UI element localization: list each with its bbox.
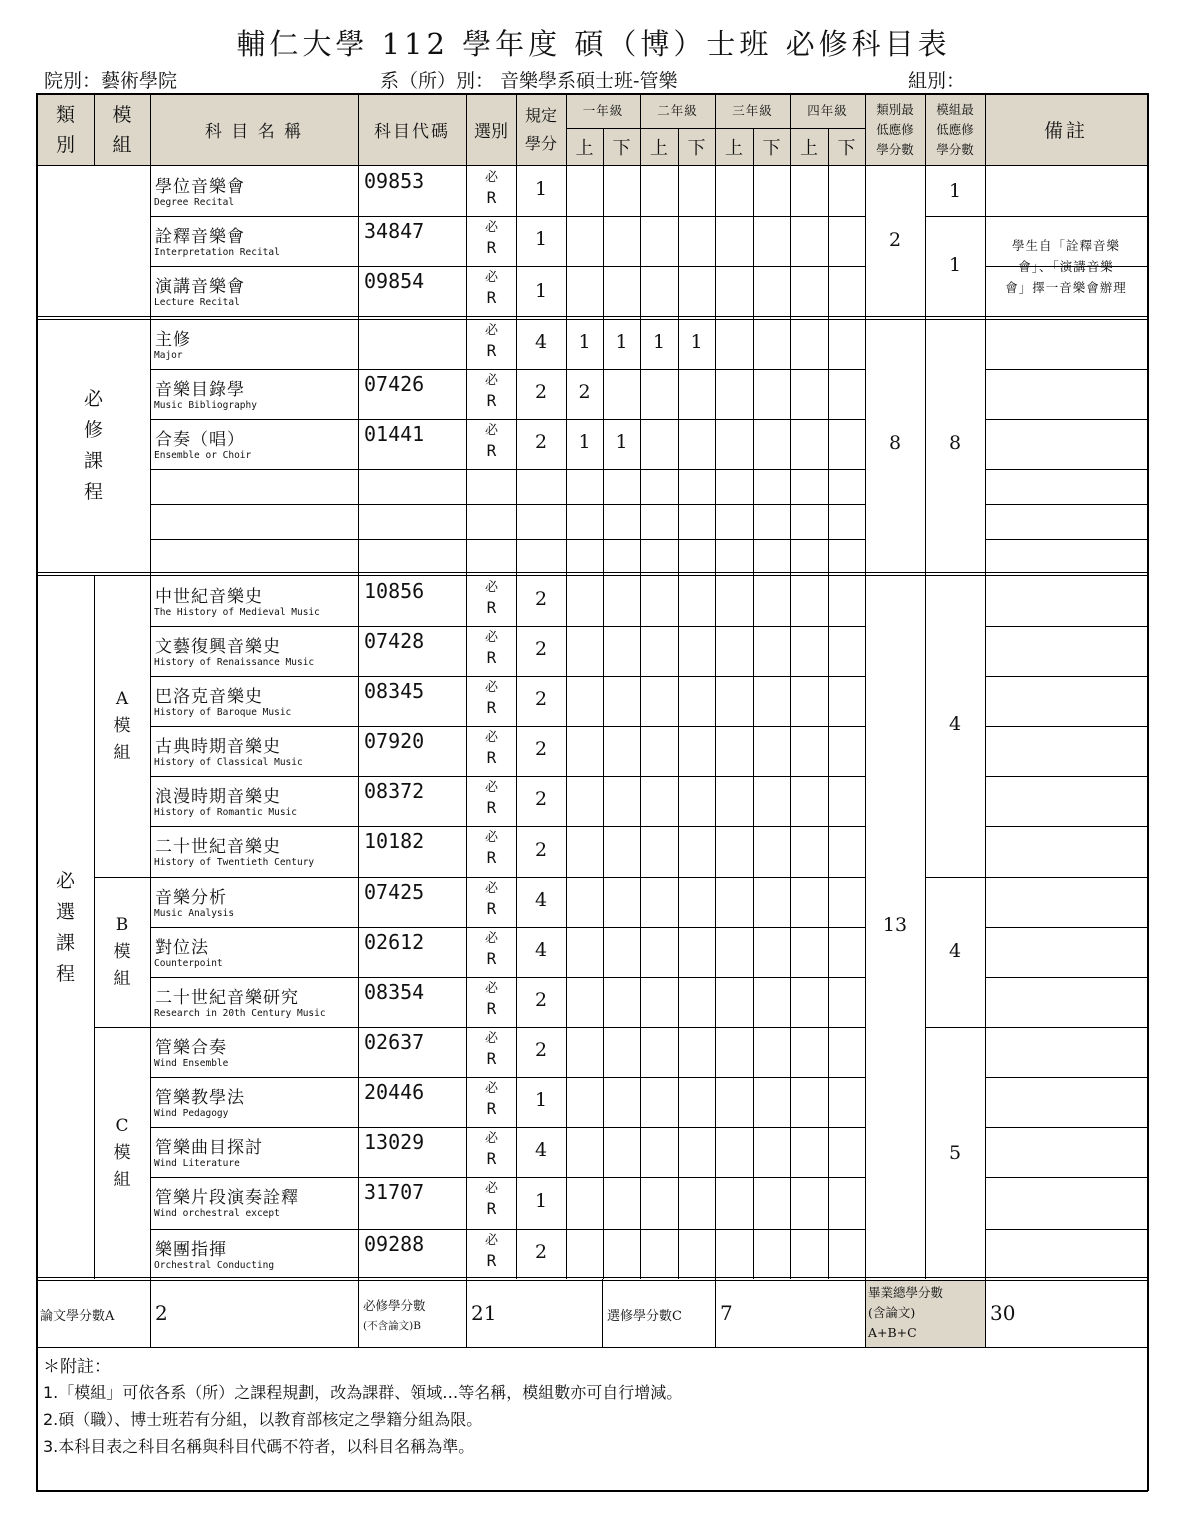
course-name-zh: 對位法 xyxy=(155,938,209,958)
course-name-en: Wind Literature xyxy=(154,1158,240,1169)
course-selection: 必 R xyxy=(484,730,498,767)
grid-hline xyxy=(150,419,865,420)
course-name-zh: 中世紀音樂史 xyxy=(155,587,263,607)
course-name-en: Wind Pedagogy xyxy=(154,1108,229,1119)
course-selection: 必 R xyxy=(484,1081,498,1118)
course-semester-credit: 2 xyxy=(578,381,591,403)
grid-hline xyxy=(985,626,1147,627)
header-semester-upper: 上 xyxy=(575,138,594,159)
course-credits: 1 xyxy=(534,228,548,250)
course-code: 07425 xyxy=(364,880,425,904)
course-name-en: Ensemble or Choir xyxy=(154,450,252,461)
course-name-en: Orchestral Conducting xyxy=(154,1260,275,1271)
course-credits: 2 xyxy=(534,431,548,453)
course-selection: 必 R xyxy=(484,1131,498,1168)
grid-vline xyxy=(640,93,641,1279)
grid-hline xyxy=(36,1277,1148,1281)
course-code: 02637 xyxy=(364,1030,425,1054)
header-semester-lower: 下 xyxy=(762,138,781,159)
header-semester-upper: 上 xyxy=(650,138,668,159)
grid-hline xyxy=(985,369,1147,370)
grid-hline xyxy=(925,1027,985,1028)
grid-vline xyxy=(358,1279,359,1347)
elective-credits-label: 選修學分數C xyxy=(607,1309,682,1324)
course-credits: 2 xyxy=(534,381,548,403)
grid-vline xyxy=(602,1279,603,1347)
course-name-zh: 詮釋音樂會 xyxy=(155,227,245,247)
course-name-zh: 合奏（唱） xyxy=(155,430,245,450)
grid-hline xyxy=(985,726,1147,727)
total-credits-label: 畢業總學分數 (含論文) A+B+C xyxy=(868,1285,944,1340)
header-course-code: 科目代碼 xyxy=(374,122,450,142)
course-selection: 必 R xyxy=(484,830,498,867)
grid-hline xyxy=(150,504,865,505)
grid-hline xyxy=(985,1027,1147,1028)
course-code: 02612 xyxy=(364,930,425,954)
course-credits: 4 xyxy=(534,939,548,961)
header-year-3: 三年級 xyxy=(732,103,773,118)
course-name-en: History of Renaissance Music xyxy=(154,657,315,668)
course-name-zh: 演講音樂會 xyxy=(155,277,245,297)
course-name-zh: 文藝復興音樂史 xyxy=(155,637,281,657)
grid-hline xyxy=(985,877,1147,878)
header-module-min: 模組最 低應修 學分數 xyxy=(936,101,974,157)
course-selection: 必 R xyxy=(484,373,498,410)
course-name-en: History of Baroque Music xyxy=(154,707,292,718)
min-credits-recital-choice: 1 xyxy=(948,254,962,276)
course-selection: 必 R xyxy=(484,1031,498,1068)
course-name-en: Interpretation Recital xyxy=(154,247,280,258)
min-credits-module-c: 5 xyxy=(948,1142,962,1164)
course-credits: 4 xyxy=(534,331,548,353)
course-name-en: The History of Medieval Music xyxy=(154,607,320,618)
course-code: 31707 xyxy=(364,1180,425,1204)
grid-hline xyxy=(985,1177,1147,1178)
grid-vline xyxy=(358,93,359,1279)
course-name-en: History of Twentieth Century xyxy=(154,857,315,868)
module-b-label: B 模 組 xyxy=(113,914,131,989)
header-remarks: 備註 xyxy=(1043,120,1088,142)
course-credits: 2 xyxy=(534,588,548,610)
course-semester-credit: 1 xyxy=(578,331,591,353)
grid-hline xyxy=(985,1229,1147,1230)
course-credits: 2 xyxy=(534,1039,548,1061)
course-credits: 2 xyxy=(534,788,548,810)
course-semester-credit: 1 xyxy=(578,431,591,453)
course-code: 08345 xyxy=(364,679,425,703)
grid-hline xyxy=(985,504,1147,505)
course-semester-credit: 1 xyxy=(690,331,703,353)
recital-remark: 學生自「詮釋音樂 會」、「演講音樂 會」擇一音樂會辦理 xyxy=(1005,238,1127,295)
grid-hline xyxy=(985,1127,1147,1128)
grid-hline xyxy=(150,1177,865,1178)
grid-hline xyxy=(150,1077,865,1078)
course-selection: 必 R xyxy=(484,580,498,617)
grid-hline xyxy=(150,877,865,878)
header-semester-upper: 上 xyxy=(800,138,818,159)
college-label: 院別：藝術學院 xyxy=(44,70,178,92)
grid-vline xyxy=(753,128,754,1279)
course-name-en: Wind Ensemble xyxy=(154,1058,229,1069)
course-code: 34847 xyxy=(364,219,425,243)
course-selection: 必 R xyxy=(484,323,498,360)
grid-hline xyxy=(150,977,865,978)
course-code: 09853 xyxy=(364,169,425,193)
header-credits: 規定 學分 xyxy=(524,105,557,153)
module-c-label: C 模 組 xyxy=(113,1115,131,1190)
course-selection: 必 R xyxy=(484,423,498,460)
grid-vline xyxy=(466,1279,467,1347)
course-credits: 2 xyxy=(534,688,548,710)
grid-vline xyxy=(865,1279,866,1347)
grid-hline xyxy=(985,216,1147,217)
course-credits: 4 xyxy=(534,889,548,911)
course-code: 01441 xyxy=(364,422,425,446)
min-credits-required-module: 8 xyxy=(948,432,962,454)
required-credits-value: 21 xyxy=(471,1301,497,1325)
header-category: 類 別 xyxy=(55,103,75,156)
header-year-4: 四年級 xyxy=(807,103,848,118)
grid-hline xyxy=(985,776,1147,777)
header-semester-lower: 下 xyxy=(837,138,856,159)
grid-hline xyxy=(150,826,865,827)
course-name-zh: 管樂教學法 xyxy=(155,1088,245,1108)
grid-vline xyxy=(566,93,567,1279)
course-name-en: Counterpoint xyxy=(154,958,223,969)
course-semester-credit: 1 xyxy=(652,331,666,353)
course-name-en: Research in 20th Century Music xyxy=(154,1008,326,1019)
course-name-zh: 浪漫時期音樂史 xyxy=(155,787,281,807)
course-code: 07428 xyxy=(364,629,425,653)
grid-hline xyxy=(985,676,1147,677)
grid-hline xyxy=(150,369,865,370)
note-item-1: 1.「模組」可依各系（所）之課程規劃，改為課群、領域…等名稱，模組數亦可自行增減。 xyxy=(43,1383,683,1402)
course-credits: 2 xyxy=(534,638,548,660)
grid-hline xyxy=(985,1077,1147,1078)
grid-hline xyxy=(36,165,1148,166)
grid-vline xyxy=(715,93,716,1279)
note-item-2: 2.碩（職）、博士班若有分組，以教育部核定之學籍分組為限。 xyxy=(43,1410,483,1429)
grid-hline xyxy=(925,877,985,878)
category-required: 必 修 課 程 xyxy=(83,387,103,503)
grid-hline xyxy=(150,539,865,540)
header-course-name: 科 目 名 稱 xyxy=(204,122,304,142)
course-credits: 1 xyxy=(534,1190,548,1212)
grid-hline xyxy=(36,1347,1148,1348)
course-credits: 4 xyxy=(534,1139,548,1161)
page-title: 輔仁大學 112 學年度 碩（博）士班 必修科目表 xyxy=(236,27,951,61)
course-code: 10856 xyxy=(364,579,425,603)
category-elective: 必 選 課 程 xyxy=(55,869,75,985)
course-code: 08354 xyxy=(364,980,425,1004)
course-selection: 必 R xyxy=(484,881,498,918)
course-name-zh: 學位音樂會 xyxy=(155,177,245,197)
course-code: 10182 xyxy=(364,829,425,853)
total-credits-value: 30 xyxy=(990,1301,1016,1325)
grid-vline xyxy=(985,1279,986,1347)
course-selection: 必 R xyxy=(484,1233,498,1270)
course-selection: 必 R xyxy=(484,170,498,207)
course-code: 09288 xyxy=(364,1232,425,1256)
course-name-en: Music Bibliography xyxy=(154,400,257,411)
grid-vline xyxy=(150,93,151,1279)
header-category-min: 類別最 低應修 學分數 xyxy=(876,101,914,157)
header-module: 模 組 xyxy=(112,103,132,156)
min-credits-module-b: 4 xyxy=(948,940,962,962)
course-name-zh: 音樂目錄學 xyxy=(155,380,245,400)
course-name-zh: 二十世紀音樂史 xyxy=(155,837,281,857)
grid-hline xyxy=(150,469,865,470)
course-credits: 1 xyxy=(534,1089,548,1111)
course-name-zh: 音樂分析 xyxy=(155,888,227,908)
course-name-zh: 主修 xyxy=(155,330,191,350)
grid-hline xyxy=(150,1127,865,1128)
note-item-3: 3.本科目表之科目名稱與科目代碼不符者，以科目名稱為準。 xyxy=(43,1437,475,1456)
grid-hline xyxy=(150,1027,865,1028)
course-selection: 必 R xyxy=(484,630,498,667)
header-semester-upper: 上 xyxy=(725,138,743,159)
course-selection: 必 R xyxy=(484,780,498,817)
min-credits-recital-category: 2 xyxy=(888,229,902,251)
grid-hline xyxy=(985,826,1147,827)
grid-hline xyxy=(150,927,865,928)
grid-hline xyxy=(150,626,865,627)
course-name-zh: 二十世紀音樂研究 xyxy=(155,988,299,1008)
grid-hline xyxy=(150,676,865,677)
group-label: 組別： xyxy=(908,70,966,92)
grid-hline xyxy=(150,216,865,217)
header-year-1: 一年級 xyxy=(582,103,624,118)
grid-hline xyxy=(985,977,1147,978)
course-name-en: Wind orchestral except xyxy=(154,1208,280,1219)
course-code: 07426 xyxy=(364,372,425,396)
grid-hline xyxy=(985,469,1147,470)
min-credits-module-a: 4 xyxy=(948,713,962,735)
department-label: 系（所）別： 音樂學系碩士班-管樂 xyxy=(380,70,678,92)
course-credits: 2 xyxy=(534,989,548,1011)
grid-vline xyxy=(1147,93,1149,1491)
grid-hline xyxy=(36,316,1148,320)
module-a-label: A 模 組 xyxy=(113,689,131,763)
course-name-en: Degree Recital xyxy=(154,197,235,208)
course-selection: 必 R xyxy=(484,270,498,307)
grid-vline xyxy=(865,93,866,1279)
thesis-credits-value: 2 xyxy=(155,1301,168,1325)
grid-hline xyxy=(150,266,865,267)
header-year-2: 二年級 xyxy=(657,103,698,118)
min-credits-degree-recital: 1 xyxy=(948,180,962,202)
course-name-zh: 巴洛克音樂史 xyxy=(155,687,263,707)
grid-hline xyxy=(36,1490,1148,1492)
course-code: 13029 xyxy=(364,1130,425,1154)
course-selection: 必 R xyxy=(484,931,498,968)
course-credits: 1 xyxy=(534,279,548,302)
course-semester-credit: 1 xyxy=(615,331,628,353)
elective-credits-value: 7 xyxy=(720,1301,733,1325)
min-credits-elective-category: 13 xyxy=(882,914,908,936)
course-code: 09854 xyxy=(364,269,425,293)
grid-hline xyxy=(985,927,1147,928)
course-code: 07920 xyxy=(364,729,425,753)
grid-hline xyxy=(36,572,1148,576)
course-name-en: Lecture Recital xyxy=(154,297,240,308)
header-selection: 選別 xyxy=(474,122,508,142)
grid-vline xyxy=(790,93,791,1279)
course-credits: 1 xyxy=(534,178,548,200)
course-semester-credit: 1 xyxy=(615,431,628,453)
course-name-zh: 古典時期音樂史 xyxy=(155,737,281,757)
grid-hline xyxy=(985,419,1147,420)
course-name-en: History of Classical Music xyxy=(154,757,303,768)
course-name-en: Major xyxy=(154,350,183,361)
min-credits-required-category: 8 xyxy=(888,432,902,454)
grid-hline xyxy=(150,776,865,777)
thesis-credits-label: 論文學分數A xyxy=(40,1309,115,1324)
course-name-en: Music Analysis xyxy=(154,908,235,919)
header-semester-lower: 下 xyxy=(687,138,706,159)
course-selection: 必 R xyxy=(484,680,498,717)
grid-vline xyxy=(678,128,679,1279)
course-name-en: History of Romantic Music xyxy=(154,807,297,818)
course-selection: 必 R xyxy=(484,220,498,257)
grid-vline xyxy=(715,1279,716,1347)
course-credits: 2 xyxy=(534,738,548,760)
grid-hline xyxy=(150,726,865,727)
grid-vline xyxy=(828,128,829,1279)
course-name-zh: 管樂片段演奏詮釋 xyxy=(155,1188,299,1208)
course-selection: 必 R xyxy=(484,1181,498,1218)
grid-hline xyxy=(925,216,985,217)
course-credits: 2 xyxy=(534,1241,548,1263)
course-name-zh: 管樂曲目探討 xyxy=(155,1138,263,1158)
course-code: 08372 xyxy=(364,779,425,803)
course-name-zh: 樂團指揮 xyxy=(155,1240,227,1260)
grid-vline xyxy=(150,1279,151,1347)
header-semester-lower: 下 xyxy=(612,138,631,159)
grid-hline xyxy=(985,539,1147,540)
notes-heading: ＊附註： xyxy=(43,1357,111,1377)
grid-vline xyxy=(603,128,604,1279)
grid-hline xyxy=(150,1229,865,1230)
course-code: 20446 xyxy=(364,1080,425,1104)
course-credits: 2 xyxy=(534,838,548,861)
course-name-zh: 管樂合奏 xyxy=(155,1038,227,1058)
course-selection: 必 R xyxy=(484,981,498,1018)
required-credits-label: 必修學分數 (不含論文)B xyxy=(363,1298,426,1332)
